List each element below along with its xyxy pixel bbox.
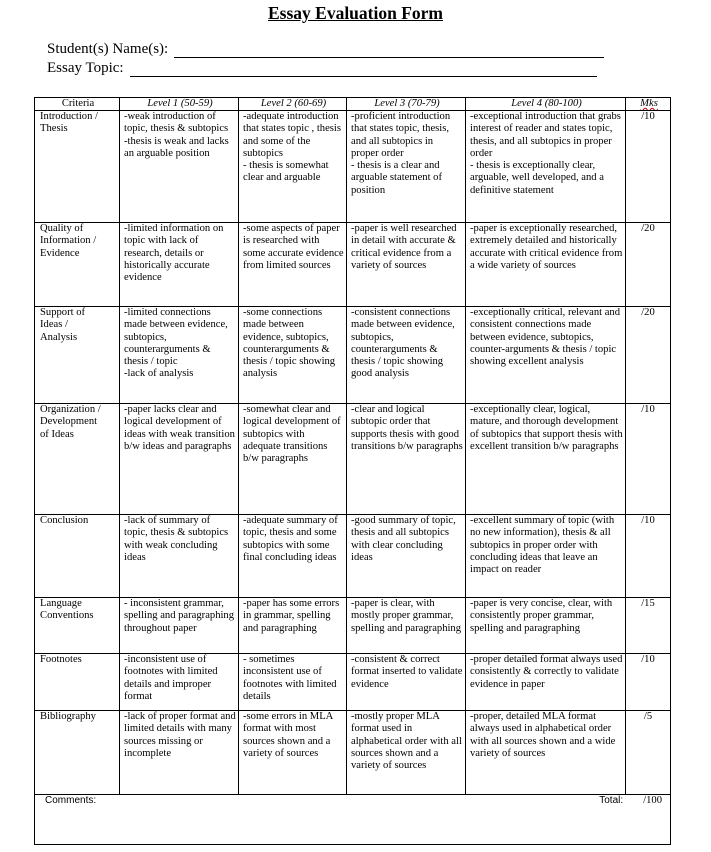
header-level-3: Level 3 (70-79)	[347, 98, 466, 111]
level-3-cell: -consistent & correct format inserted to validate evidence	[347, 654, 466, 711]
essay-topic-label: Essay Topic:	[47, 60, 124, 76]
table-row	[35, 223, 671, 307]
criteria-cell: Introduction / Thesis	[35, 111, 120, 223]
rubric-table	[34, 97, 671, 845]
level-2-cell: -adequate summary of topic, thesis and some subtopics with some final concluding ideas	[239, 515, 347, 598]
student-name-field	[47, 41, 604, 58]
level-4-cell: -exceptionally clear, logical, mature, and thorough development of subtopics that support thesis with excellent transition b/w paragraphs	[466, 404, 626, 515]
total-field	[599, 795, 662, 807]
marks-cell: /5	[626, 711, 671, 795]
marks-cell: /10	[626, 111, 671, 223]
marks-cell: /10	[626, 654, 671, 711]
essay-topic-line[interactable]	[130, 61, 597, 77]
level-1-cell: -limited information on topic with lack of research, details or historically accurate evidence	[120, 223, 239, 307]
table-row	[35, 404, 671, 515]
header-level-2: Level 2 (60-69)	[239, 98, 347, 111]
level-1-cell: -lack of proper format and limited details with many sources missing or incomplete	[120, 711, 239, 795]
level-1-cell: -inconsistent use of footnotes with limited details and improper format	[120, 654, 239, 711]
level-4-cell: -proper detailed format always used consistently & correctly to validate evidence in paper	[466, 654, 626, 711]
level-3-cell: -mostly proper MLA format used in alphabetical order with all sources shown and a variety of sources	[347, 711, 466, 795]
criteria-cell: Footnotes	[35, 654, 120, 711]
level-4-cell: -proper, detailed MLA format always used in alphabetical order with all sources shown and a wide variety of sources	[466, 711, 626, 795]
level-2-cell: -adequate introduction that states topic , thesis and some of the subtopics - thesis is somewhat clear and arguable	[239, 111, 347, 223]
level-1-cell: -paper lacks clear and logical development of ideas with weak transition b/w ideas and paragraphs	[120, 404, 239, 515]
criteria-cell: Bibliography	[35, 711, 120, 795]
level-3-cell: -consistent connections made between evidence, subtopics, counterarguments & thesis / topic showing good analysis	[347, 307, 466, 404]
level-3-cell: -paper is clear, with mostly proper grammar, spelling and paragraphing	[347, 598, 466, 654]
criteria-cell: Support of Ideas / Analysis	[35, 307, 120, 404]
student-name-label: Student(s) Name(s):	[47, 41, 169, 57]
form-title: Essay Evaluation Form	[267, 3, 444, 23]
level-2-cell: -some connections made between evidence, subtopics, counterarguments & thesis / topic showing analysis	[239, 307, 347, 404]
level-3-cell: -paper is well researched in detail with accurate & critical evidence from a variety of sources	[347, 223, 466, 307]
level-4-cell: -exceptionally critical, relevant and consistent connections made between evidence, subtopics, counter-arguments & thesis / topic showing excellent analysis	[466, 307, 626, 404]
marks-cell: /10	[626, 404, 671, 515]
header-level-4: Level 4 (80-100)	[466, 98, 626, 111]
comments-row	[35, 795, 671, 845]
table-row	[35, 515, 671, 598]
criteria-cell: Quality of Information / Evidence	[35, 223, 120, 307]
table-row	[35, 654, 671, 711]
level-2-cell: -somewhat clear and logical development of subtopics with adequate transitions b/w paragraphs	[239, 404, 347, 515]
level-1-cell: - inconsistent grammar, spelling and paragraphing throughout paper	[120, 598, 239, 654]
marks-cell: /20	[626, 307, 671, 404]
table-row	[35, 711, 671, 795]
criteria-cell: Organization / Development of Ideas	[35, 404, 120, 515]
level-4-cell: -exceptional introduction that grabs interest of reader and states topic, thesis, and all subtopics in proper order - thesis is exceptionally clear, arguable, well developed, and a definitive statement	[466, 111, 626, 223]
header-marks-label: Mks	[640, 98, 658, 109]
criteria-cell: Conclusion	[35, 515, 120, 598]
level-3-cell: -good summary of topic, thesis and all subtopics with clear concluding ideas	[347, 515, 466, 598]
total-value: /100	[643, 795, 662, 806]
level-4-cell: -paper is exceptionally researched, extremely detailed and historically accurate with critical evidence from a wide variety of sources	[466, 223, 626, 307]
level-4-cell: -paper is very concise, clear, with consistently proper grammar, spelling and paragraphing	[466, 598, 626, 654]
table-row	[35, 111, 671, 223]
student-name-line[interactable]	[174, 42, 604, 58]
table-row	[35, 307, 671, 404]
marks-cell: /20	[626, 223, 671, 307]
level-3-cell: -proficient introduction that states topic, thesis, and all subtopics in proper order - thesis is a clear and arguable statement of position	[347, 111, 466, 223]
header-marks	[626, 98, 671, 111]
header-criteria: Criteria	[35, 98, 120, 111]
level-2-cell: -some aspects of paper is researched with some accurate evidence from limited sources	[239, 223, 347, 307]
header-row	[35, 98, 671, 111]
criteria-cell: Language Conventions	[35, 598, 120, 654]
essay-topic-field	[47, 60, 597, 77]
table-row	[35, 598, 671, 654]
header-level-1: Level 1 (50-59)	[120, 98, 239, 111]
level-1-cell: -limited connections made between evidence, subtopics, counterarguments & thesis / topic -lack of analysis	[120, 307, 239, 404]
level-2-cell: - sometimes inconsistent use of footnotes with limited details	[239, 654, 347, 711]
level-3-cell: -clear and logical subtopic order that supports thesis with good transitions b/w paragraphs	[347, 404, 466, 515]
level-2-cell: -some errors in MLA format with most sources shown and a variety of sources	[239, 711, 347, 795]
comments-cell[interactable]	[35, 795, 671, 845]
level-2-cell: -paper has some errors in grammar, spelling and paragraphing	[239, 598, 347, 654]
comments-label: Comments:	[45, 795, 97, 806]
marks-cell: /15	[626, 598, 671, 654]
marks-cell: /10	[626, 515, 671, 598]
total-label: Total:	[599, 795, 624, 806]
level-1-cell: -weak introduction of topic, thesis & subtopics -thesis is weak and lacks an arguable position	[120, 111, 239, 223]
level-1-cell: -lack of summary of topic, thesis & subtopics with weak concluding ideas	[120, 515, 239, 598]
level-4-cell: -excellent summary of topic (with no new information), thesis & all subtopics in proper order with concluding ideas that leave an impact on reader	[466, 515, 626, 598]
